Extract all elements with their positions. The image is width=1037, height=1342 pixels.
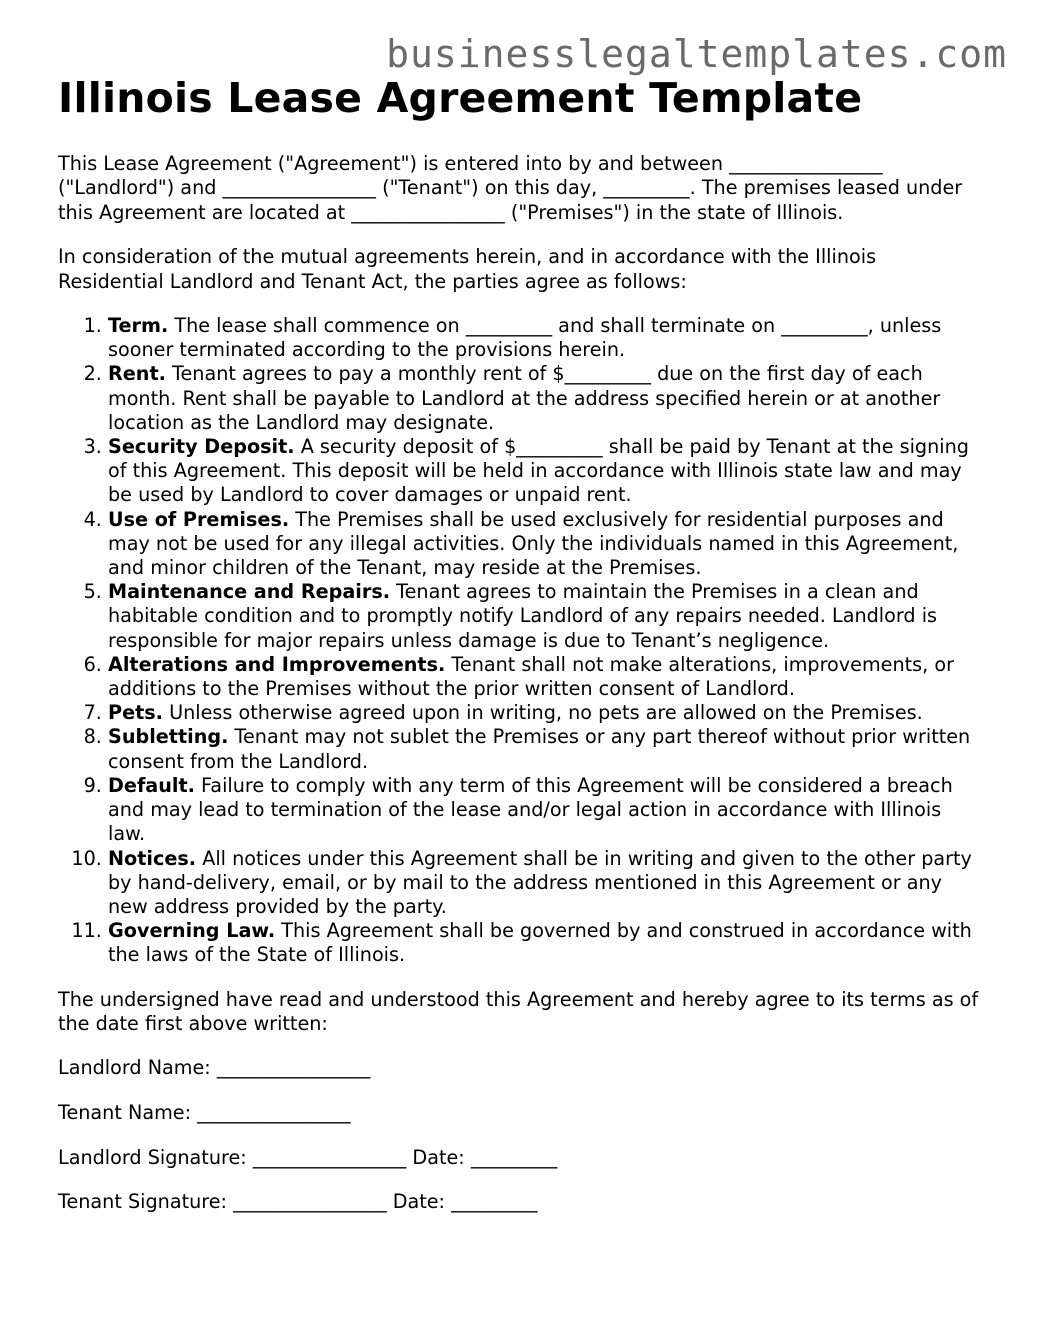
term-item-7 [108,701,983,725]
term-body: The lease shall commence on _________ and shall terminate on _________, unless sooner terminated according to the provisions herein. [108,314,942,362]
intro-paragraph: This Lease Agreement ("Agreement") is entered into by and between ________________ ("Landlord") and ________________ ("Tenant") on this day, _________. The premises leased under this Agreement are located at ________________ ("Premises") in the state of Illinois. [58,152,963,224]
terms-list [58,314,983,967]
term-body: All notices under this Agreement shall be in writing and given to the other party by hand-delivery, email, or by mail to the address mentioned in this Agreement or any new address provided by the party. [108,846,972,918]
consideration-paragraph: In consideration of the mutual agreements herein, and in accordance with the Illinois Residential Landlord and Tenant Act, the parties agree as follows: [58,245,877,293]
term-heading: Governing Law. [108,919,276,943]
closing-paragraph: The undersigned have read and understood this Agreement and hereby agree to its terms as of the date first above written: [58,987,979,1035]
term-body: Tenant agrees to pay a monthly rent of $_________ due on the first day of each month. Rent shall be payable to Landlord at the address specified herein or at another location as the Landlord may designate. [108,362,941,434]
term-heading: Subletting. [108,725,229,749]
term-heading: Default. [108,773,195,797]
term-body: Failure to comply with any term of this Agreement will be considered a breach and may lead to termination of the lease and/or legal action in accordance with Illinois law. [108,773,953,846]
term-heading: Rent. [108,362,166,386]
tenant-signature-line: Tenant Signature: ________________ Date: _________ [58,1190,538,1214]
term-body: Unless otherwise agreed upon in writing, no pets are allowed on the Premises. [162,701,923,725]
term-item-3 [108,435,983,508]
document-page [58,72,983,1235]
landlord-signature-line: Landlord Signature: ________________ Date: _________ [58,1145,558,1169]
term-body: Tenant shall not make alterations, improvements, or additions to the Premises without the prior written consent of Landlord. [108,652,954,701]
term-item-5 [108,580,983,653]
term-heading: Use of Premises. [108,507,290,531]
term-item-6 [108,653,983,701]
watermark: businesslegaltemplates.com [386,32,1007,76]
term-heading: Alterations and Improvements. [108,652,446,676]
term-item-4 [108,508,983,581]
term-item-2 [108,362,983,435]
tenant-name-line: Tenant Name: ________________ [58,1100,351,1124]
term-heading: Pets. [108,701,163,725]
term-body: The Premises shall be used exclusively for residential purposes and may not be used for any illegal activities. Only the individuals named in this Agreement, and minor children of the Tenant, may reside at the Premises. [108,507,959,580]
document-title: Illinois Lease Agreement Template [58,74,863,122]
term-heading: Maintenance and Repairs. [108,580,391,604]
term-body: This Agreement shall be governed by and construed in accordance with the laws of the State of Illinois. [108,919,972,967]
term-item-9 [108,774,983,847]
term-body: Tenant may not sublet the Premises or any part thereof without prior written consent from the Landlord. [108,725,971,773]
term-body: A security deposit of $_________ shall be paid by Tenant at the signing of this Agreement. This deposit will be held in accordance with Illinois state law and may be used by Landlord to cover damages or unpaid rent. [108,435,969,507]
term-heading: Security Deposit. [108,435,295,459]
term-item-8 [108,725,983,773]
landlord-name-line: Landlord Name: ________________ [58,1056,371,1080]
term-heading: Notices. [108,846,197,870]
term-item-11 [108,919,983,967]
term-heading: Term. [108,314,169,338]
term-item-10 [108,847,983,920]
term-body: Tenant agrees to maintain the Premises in a clean and habitable condition and to promptly notify Landlord of any repairs needed. Landlord is responsible for major repairs unless damage is due to Tenant’s negligence. [108,580,938,652]
term-item-1 [108,314,983,362]
